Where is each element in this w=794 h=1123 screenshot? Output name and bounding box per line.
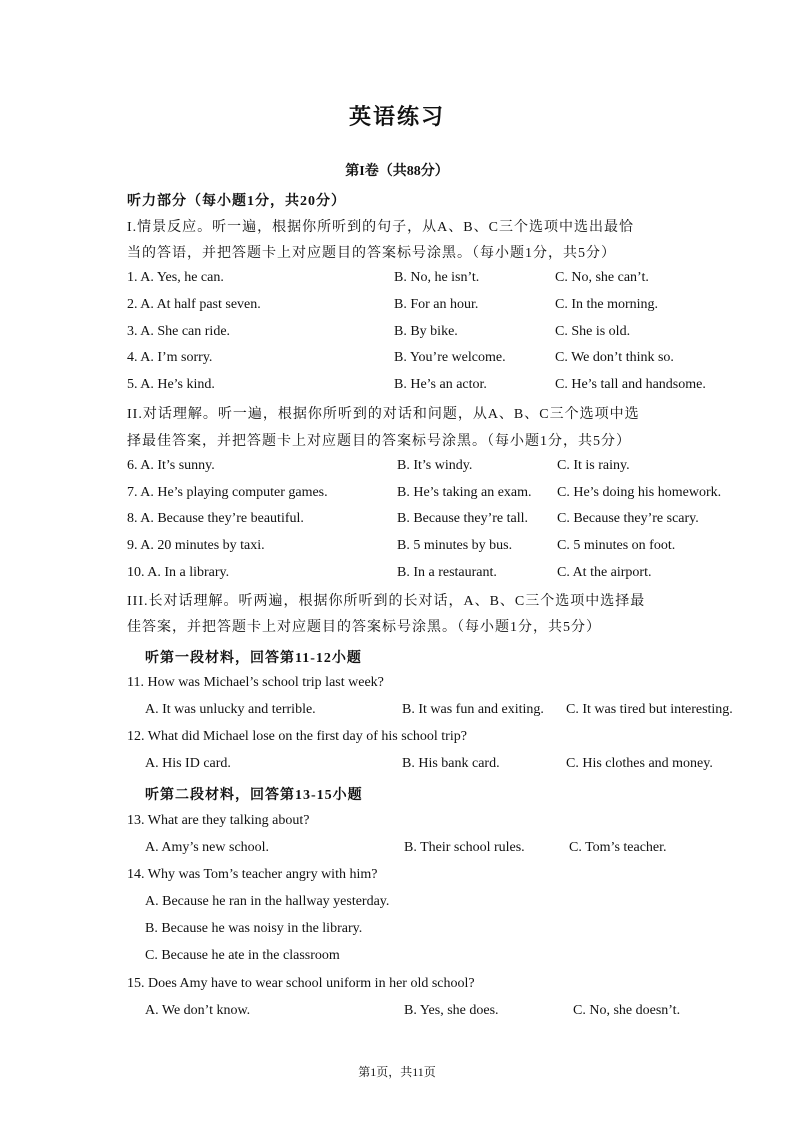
q4-option-b: B. You’re welcome.: [394, 350, 506, 365]
q9-option-b: B. 5 minutes by bus.: [397, 538, 513, 553]
q15-option-b: B. Yes, she does.: [404, 1003, 499, 1018]
q12-option-b: B. His bank card.: [402, 756, 500, 771]
q10-option-a: 10. A. In a library.: [127, 565, 230, 580]
q1-option-b: B. No, he isn’t.: [394, 270, 480, 285]
section3-instruction-line1: III.长对话理解。听两遍，根据你所听到的长对话，A、B、C三个选项中选择最: [127, 594, 646, 609]
q11-question: 11. How was Michael’s school trip last week?: [127, 675, 384, 690]
q2-option-b: B. For an hour.: [394, 297, 479, 312]
q15-question: 15. Does Amy have to wear school uniform in her old school?: [127, 976, 475, 991]
material1-heading: 听第一段材料，回答第11-12小题: [145, 651, 362, 666]
q10-option-c: C. At the airport.: [557, 565, 652, 580]
q1-option-c: C. No, she can’t.: [555, 270, 649, 285]
q5-option-c: C. He’s tall and handsome.: [555, 377, 706, 392]
section1-instruction-line2: 当的答语，并把答题卡上对应题目的答案标号涂黑。（每小题1分，共5分）: [127, 246, 616, 261]
q2-option-a: 2. A. At half past seven.: [127, 297, 261, 312]
q6-option-b: B. It’s windy.: [397, 458, 473, 473]
q12-question: 12. What did Michael lose on the first day of his school trip?: [127, 729, 467, 744]
q5-option-b: B. He’s an actor.: [394, 377, 487, 392]
q14-question: 14. Why was Tom’s teacher angry with him?: [127, 867, 378, 882]
q15-option-c: C. No, she doesn’t.: [573, 1003, 681, 1018]
q14-option-a: A. Because he ran in the hallway yesterday.: [145, 894, 390, 909]
q1-option-a: 1. A. Yes, he can.: [127, 270, 224, 285]
q9-option-a: 9. A. 20 minutes by taxi.: [127, 538, 265, 553]
q13-option-a: A. Amy’s new school.: [145, 840, 270, 855]
q11-option-b: B. It was fun and exiting.: [402, 702, 544, 717]
q8-option-c: C. Because they’re scary.: [557, 511, 699, 526]
volume-subtitle: 第I卷（共88分）: [345, 164, 449, 179]
q7-option-c: C. He’s doing his homework.: [557, 485, 722, 500]
q10-option-b: B. In a restaurant.: [397, 565, 497, 580]
q8-option-b: B. Because they’re tall.: [397, 511, 529, 526]
q11-option-c: C. It was tired but interesting.: [566, 702, 733, 717]
q7-option-b: B. He’s taking an exam.: [397, 485, 532, 500]
material2-heading: 听第二段材料，回答第13-15小题: [145, 788, 363, 803]
q3-option-c: C. She is old.: [555, 324, 631, 339]
page-number-footer: 第1页，共11页: [358, 1065, 436, 1079]
section2-instruction-line1: II.对话理解。听一遍，根据你所听到的对话和问题，从A、B、C三个选项中选: [127, 407, 640, 422]
q3-option-a: 3. A. She can ride.: [127, 324, 231, 339]
q6-option-a: 6. A. It’s sunny.: [127, 458, 215, 473]
q4-option-c: C. We don’t think so.: [555, 350, 674, 365]
q4-option-a: 4. A. I’m sorry.: [127, 350, 213, 365]
q8-option-a: 8. A. Because they’re beautiful.: [127, 511, 304, 526]
q9-option-c: C. 5 minutes on foot.: [557, 538, 676, 553]
section3-instruction-line2: 佳答案，并把答题卡上对应题目的答案标号涂黑。（每小题1分，共5分）: [127, 620, 601, 635]
q3-option-b: B. By bike.: [394, 324, 458, 339]
q12-option-a: A. His ID card.: [145, 756, 231, 771]
q13-option-c: C. Tom’s teacher.: [569, 840, 667, 855]
q13-question: 13. What are they talking about?: [127, 813, 310, 828]
q14-option-b: B. Because he was noisy in the library.: [145, 921, 363, 936]
q12-option-c: C. His clothes and money.: [566, 756, 713, 771]
q11-option-a: A. It was unlucky and terrible.: [145, 702, 316, 717]
q14-option-c: C. Because he ate in the classroom: [145, 948, 340, 963]
q2-option-c: C. In the morning.: [555, 297, 659, 312]
q6-option-c: C. It is rainy.: [557, 458, 630, 473]
q13-option-b: B. Their school rules.: [404, 840, 525, 855]
section2-instruction-line2: 择最佳答案，并把答题卡上对应题目的答案标号涂黑。（每小题1分，共5分）: [127, 434, 631, 449]
page-title: 英语练习: [348, 104, 445, 129]
listening-header: 听力部分（每小题1分，共20分）: [127, 194, 346, 209]
q5-option-a: 5. A. He’s kind.: [127, 377, 215, 392]
q7-option-a: 7. A. He’s playing computer games.: [127, 485, 328, 500]
section1-instruction-line1: I.情景反应。听一遍，根据你所听到的句子，从A、B、C三个选项中选出最恰: [127, 220, 634, 235]
q15-option-a: A. We don’t know.: [145, 1003, 251, 1018]
